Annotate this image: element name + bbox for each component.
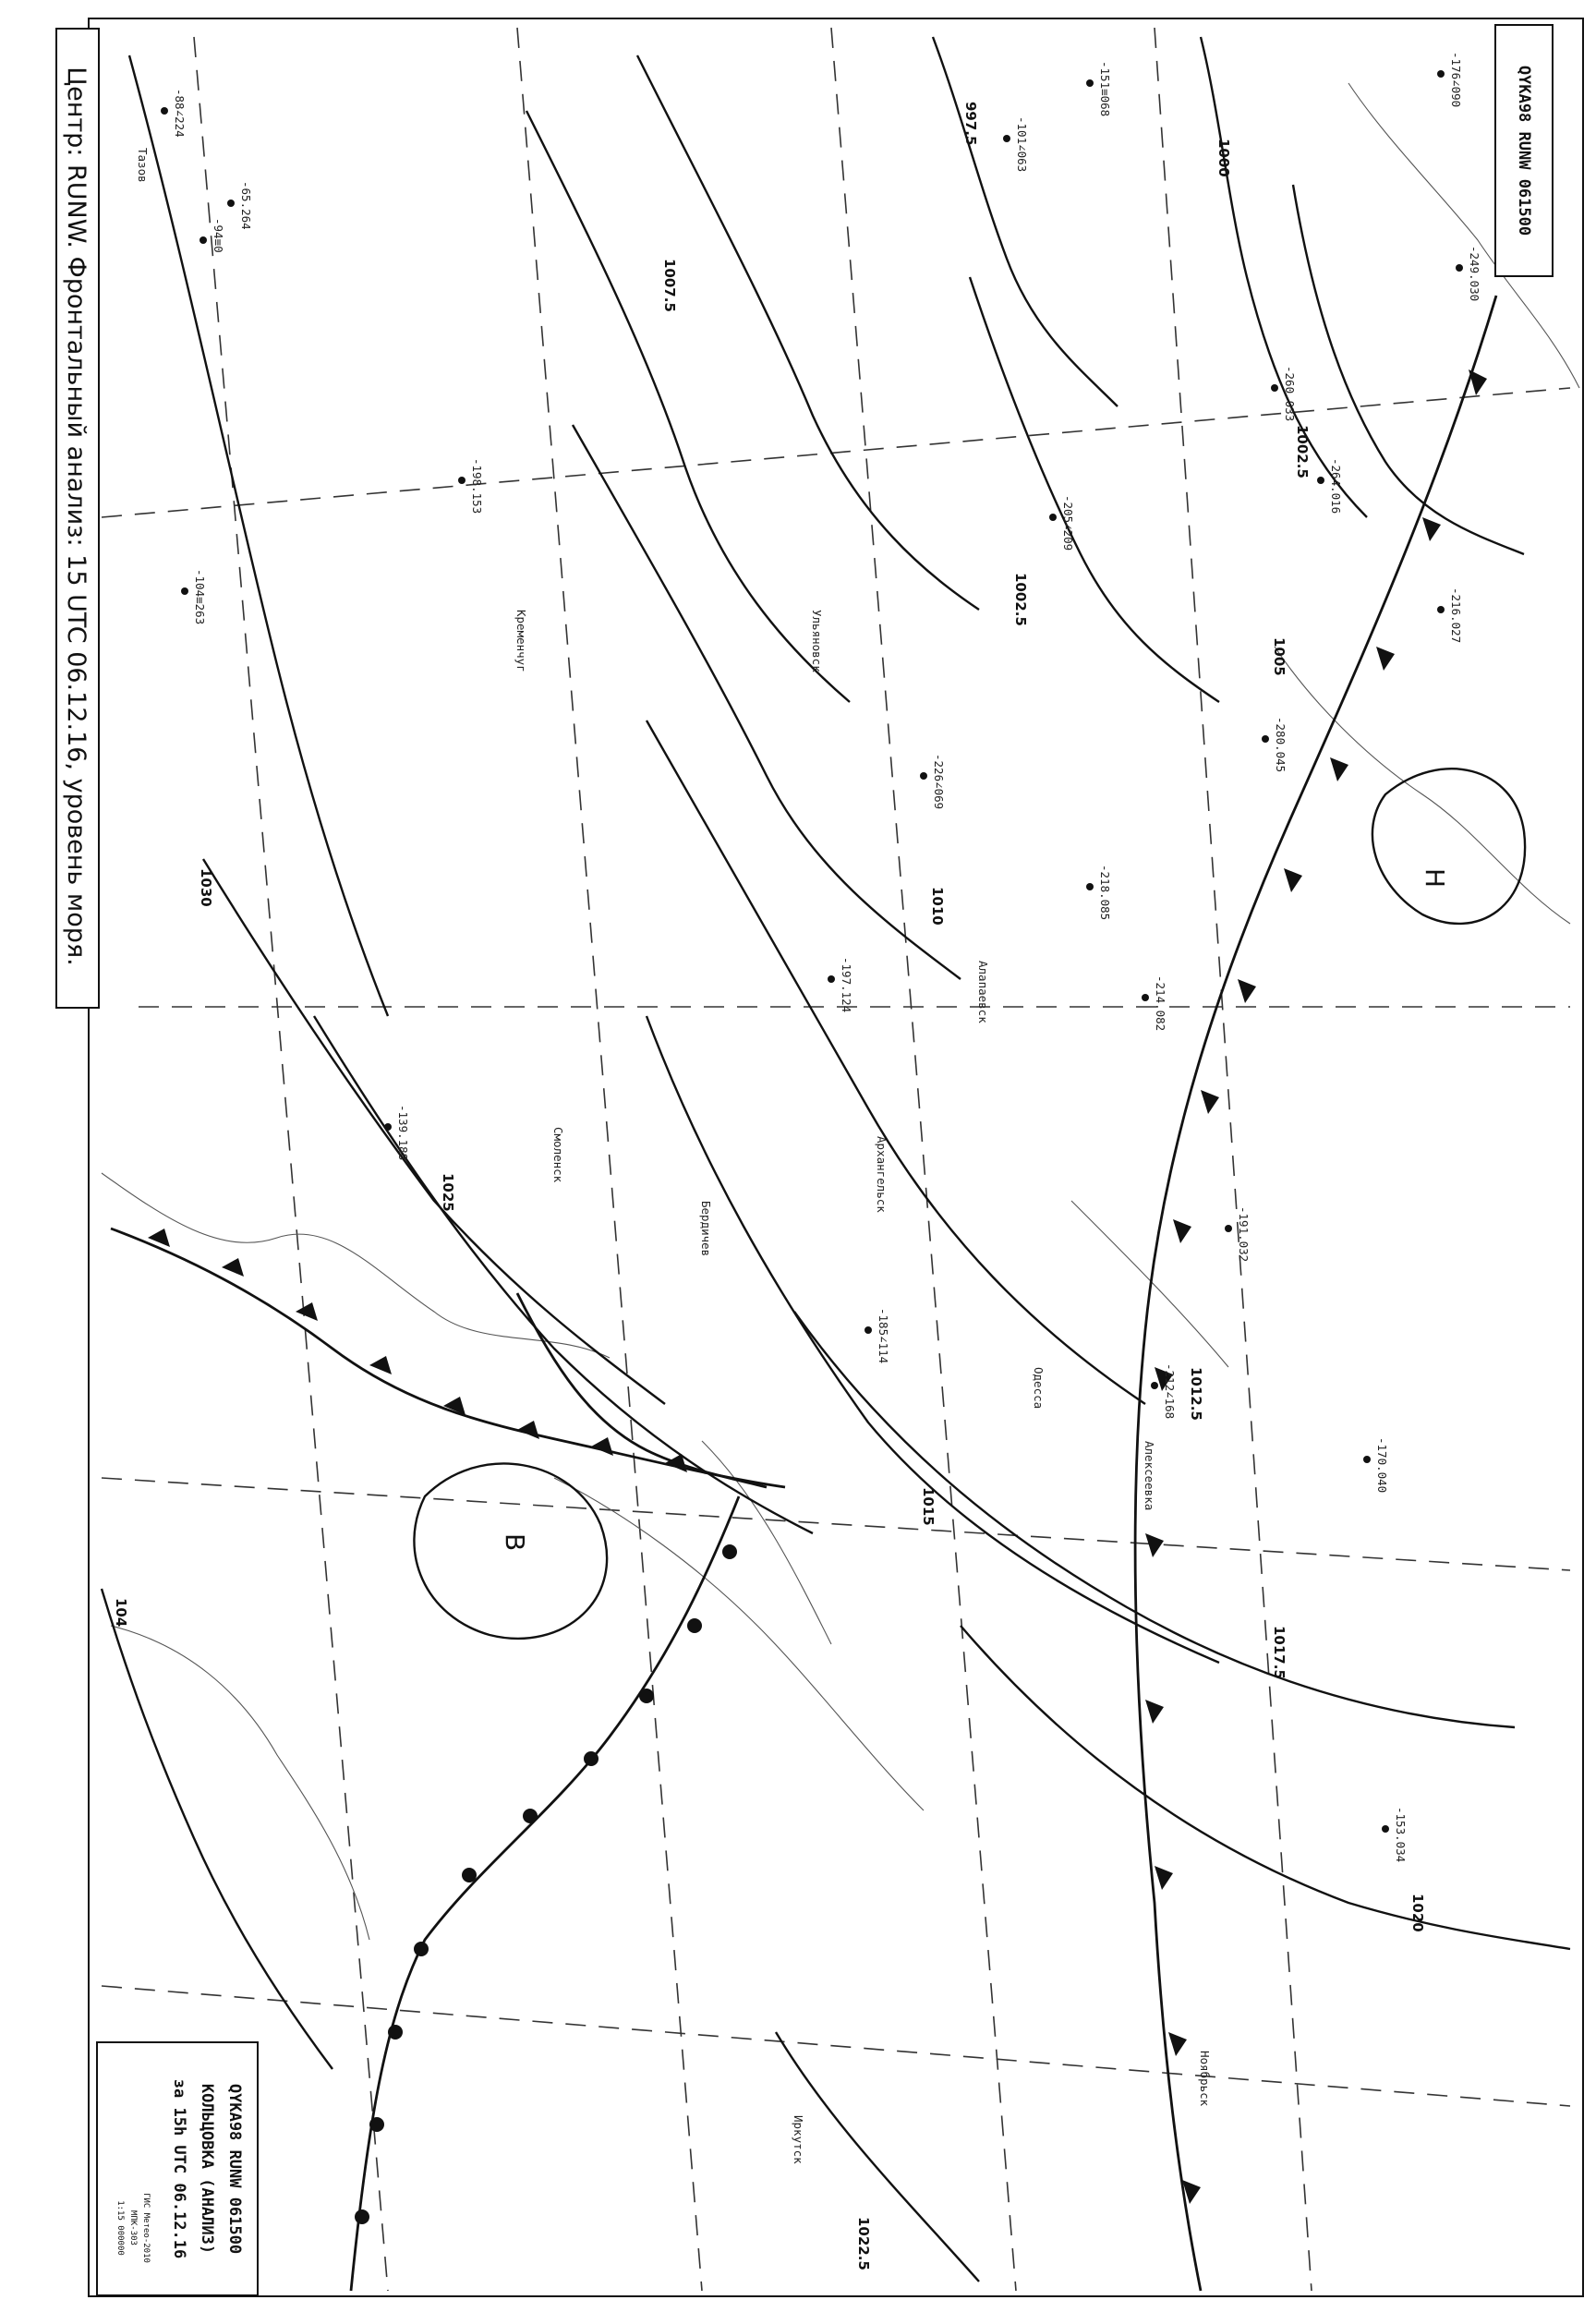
svg-text:-249.030: -249.030 [1468,246,1481,302]
isobar-label: 1002.5 [1294,425,1311,478]
place-name: Алексеевка [1143,1441,1156,1511]
station-plot [1086,865,1112,920]
svg-text:-264.016: -264.016 [1329,458,1343,514]
svg-text:-280.045: -280.045 [1274,717,1288,773]
place-name: Бердичев [699,1201,713,1257]
svg-text:-212∠168: -212∠168 [1163,1363,1177,1420]
station-plots [161,52,1481,1862]
svg-text:-101∠063: -101∠063 [1015,116,1029,173]
isobar-label: 1025 [440,1173,456,1212]
svg-text:-185∠114: -185∠114 [877,1308,890,1364]
isobar-1002-5b [1293,185,1524,554]
svg-text:-153.034: -153.034 [1394,1807,1408,1863]
isobar-1012-5 [647,720,1145,1404]
station-plot [1049,495,1075,551]
legend-block [96,2041,259,2296]
station-plot [1151,1363,1177,1419]
isobar-1022-5 [776,2032,979,2282]
station-plot [1142,975,1167,1031]
station-plot [1363,1437,1389,1493]
place-name: Одесса [1032,1367,1046,1410]
station-plot [1225,1206,1251,1262]
low-centre-label: Н [1420,868,1450,889]
place-name: Смоленск [551,1127,565,1183]
station-plot [1262,717,1288,772]
svg-text:-139.188: -139.188 [396,1105,410,1161]
place-name: Ноябрьск [1198,2051,1212,2107]
svg-text:-104≡263: -104≡263 [193,569,207,625]
station-plot [1456,246,1481,301]
isobar-1007-5 [526,111,850,702]
svg-text:-198.153: -198.153 [470,458,484,514]
svg-text:-197.124: -197.124 [840,957,853,1013]
station-plot [1437,587,1463,643]
isobar-label: 1002.5 [1012,573,1029,626]
isobar-label: 1007.5 [661,259,678,312]
isobar-1005 [637,55,979,610]
station-plot [1382,1807,1408,1862]
legend-scale: 1:15 000000 [115,2200,125,2256]
isobar-1030 [129,55,388,1016]
station-plot [864,1308,890,1363]
fronts [111,296,1496,2291]
isobar-label: 1005 [1271,637,1288,676]
svg-text:-216.027: -216.027 [1449,587,1463,644]
legend-valid: за 15h UTC 06.12.16 [170,2078,188,2259]
svg-text:-170.040: -170.040 [1375,1437,1389,1494]
station-plot [200,218,225,253]
place-name: Алапаевск [976,961,990,1023]
station-plot [920,754,946,809]
isobar-1015 [647,1016,1219,1663]
station-plot [458,458,484,514]
svg-text:-151≡068: -151≡068 [1098,61,1112,117]
isobar-label: 1015 [920,1487,937,1526]
isobar-1017-5 [794,1312,1515,1727]
graticule [102,28,1570,2291]
isobar-1002-5 [970,277,1219,702]
isobar-label: 1000 [1215,139,1232,177]
chart-title: Центр: RUNW. Фронтальный анализ: 15 UTC 06.12.16, уровень моря. [62,67,91,966]
product-code: QYKA98 RUNW 061500 [1515,65,1533,236]
legend-software: ГИС Метео-2010 [141,2193,151,2263]
isobar-label: 997.5 [962,102,979,146]
legend-product: КОЛЬЦОВКА (АНАЛИЗ) [198,2083,216,2255]
place-names [136,148,1212,2164]
isobar-1000 [1201,37,1367,517]
station-plot [828,957,853,1012]
station-plot [227,181,253,230]
product-code-tag [1494,24,1554,277]
isobar-label: 1020 [1409,1894,1426,1932]
isobar-labels [113,102,1426,2270]
station-plot [1003,116,1029,172]
place-name: Иркутск [792,2115,805,2164]
station-plot [181,569,207,624]
svg-text:-65.264: -65.264 [239,181,253,230]
cold-front-2 [111,1229,785,1487]
svg-text:-226∠069: -226∠069 [932,754,946,810]
station-plot [1317,458,1343,514]
isobar-104 [102,1589,332,2069]
station-plot [161,89,187,138]
station-plot [1086,61,1112,116]
cold-front-1 [1135,296,1496,2291]
map-frame [89,18,1583,2296]
isobar-1025b [314,1016,813,1533]
svg-text:-260.033: -260.033 [1283,366,1297,422]
svg-text:-218.085: -218.085 [1098,865,1112,921]
place-name: Архангельск [875,1136,889,1213]
isobar-label: 1022.5 [855,2217,872,2270]
svg-text:-88∠224: -88∠224 [173,89,187,138]
low-centre-ring [1372,769,1525,924]
station-plot [1437,52,1463,107]
isobar-label: 104 [113,1598,129,1628]
isobar-label: 1012.5 [1188,1367,1204,1421]
isobars [102,37,1570,2282]
warm-front-1 [351,1496,739,2291]
legend-projection: МПК-303 [128,2210,138,2246]
isobar-1020 [961,1626,1570,1949]
svg-text:-205∠209: -205∠209 [1061,495,1075,551]
isobar-997-5 [933,37,1118,406]
svg-text:-214.082: -214.082 [1154,975,1167,1032]
isobar-label: 1030 [198,868,214,907]
svg-text:-191.032: -191.032 [1237,1206,1251,1263]
place-name: Ульяновск [810,610,824,672]
isobar-label: 1010 [929,887,946,926]
isobar-label: 1017.5 [1271,1626,1288,1679]
svg-text:-94≡0: -94≡0 [212,218,225,253]
place-name: Кременчуг [514,610,528,672]
legend-code: QYKA98 RUNW 061500 [225,2083,244,2255]
place-name: Тазов [136,148,150,183]
high-centre-label: В [500,1533,530,1552]
svg-text:-176∠090: -176∠090 [1449,52,1463,108]
station-plot [1271,366,1297,421]
